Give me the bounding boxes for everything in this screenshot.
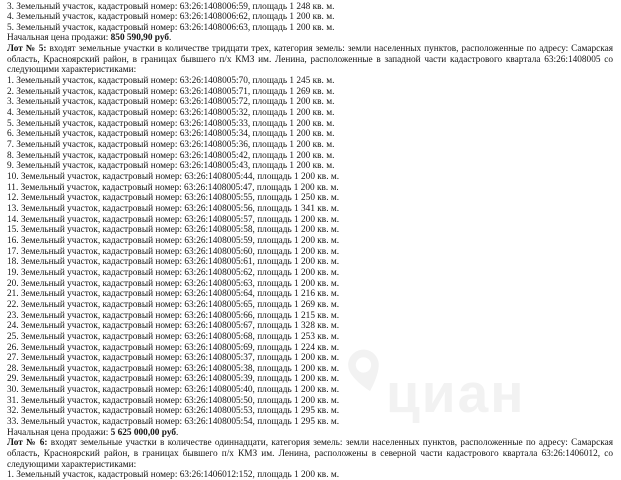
land-plot-item: 13. Земельный участок, кадастровый номер: 63:26:1408005:56, площадь 1 341 кв. м. [7, 203, 340, 214]
land-plot-item: 25. Земельный участок, кадастровый номер: 63:26:1408005:68, площадь 1 253 кв. м. [7, 331, 340, 342]
lot-description-paragraph [7, 44, 613, 76]
land-plot-item: 4. Земельный участок, кадастровый номер: 63:26:1408005:32, площадь 1 200 кв. м. [7, 108, 335, 119]
land-plot-item: 20. Земельный участок, кадастровый номер: 63:26:1408005:63, площадь 1 200 кв. м. [7, 278, 340, 289]
land-plot-item: 18. Земельный участок, кадастровый номер: 63:26:1408005:61, площадь 1 200 кв. м. [7, 257, 340, 268]
starting-price-label: Начальная цена продажи: [7, 427, 111, 438]
land-plot-item: 14. Земельный участок, кадастровый номер: 63:26:1408005:57, площадь 1 200 кв. м. [7, 214, 340, 225]
land-plot-item: 15. Земельный участок, кадастровый номер: 63:26:1408005:58, площадь 1 200 кв. м. [7, 225, 340, 236]
land-plot-item: 16. Земельный участок, кадастровый номер: 63:26:1408005:59, площадь 1 200 кв. м. [7, 235, 340, 246]
land-plot-item: 24. Земельный участок, кадастровый номер: 63:26:1408005:67, площадь 1 328 кв. м. [7, 321, 340, 332]
land-plot-item: 7. Земельный участок, кадастровый номер: 63:26:1408005:36, площадь 1 200 кв. м. [7, 140, 335, 151]
land-plot-item: 12. Земельный участок, кадастровый номер: 63:26:1408005:55, площадь 1 250 кв. м. [7, 193, 340, 204]
land-plot-item: 17. Земельный участок, кадастровый номер: 63:26:1408005:60, площадь 1 200 кв. м. [7, 246, 340, 257]
lot-number-label: Лот № 5: [7, 44, 47, 55]
land-plot-item: 9. Земельный участок, кадастровый номер: 63:26:1408005:43, площадь 1 200 кв. м. [7, 161, 335, 172]
starting-price-value: 850 590,90 руб [110, 33, 170, 44]
land-plot-item: 3. Земельный участок, кадастровый номер: 63:26:1408006:59, площадь 1 248 кв. м. [7, 1, 335, 12]
land-plot-item: 2. Земельный участок, кадастровый номер: 63:26:1408005:71, площадь 1 269 кв. м. [7, 86, 335, 97]
lot-description-text: входят земельные участки в количестве тридцати трех, категория земель: земли населенных пунктов, расположенные по адресу: Самарская область, Красноярский район, в границах бывшего п/х КМЗ им. Ленина, расположенные в западной части кадастрового квартала 63:26:1408005 со следующими характеристиками: [7, 44, 614, 76]
lot-description-text: входят земельные участки в количестве одиннадцати, категория земель: земли населенных пунктов, расположенные по адресу: Самарская область, Красноярский район, в границах бывшего п/х КМЗ им. Ленина, расположены в северной части кадастрового квартала 63:26:1406012, со следующими характеристиками: [7, 438, 613, 470]
land-plot-item: 21. Земельный участок, кадастровый номер: 63:26:1408005:64, площадь 1 216 кв. м. [7, 289, 340, 300]
land-plot-item: 6. Земельный участок, кадастровый номер: 63:26:1408005:34, площадь 1 200 кв. м. [7, 129, 335, 140]
land-plot-item: 8. Земельный участок, кадастровый номер: 63:26:1408005:42, площадь 1 200 кв. м. [7, 150, 335, 161]
starting-price-label: Начальная цена продажи: [7, 33, 111, 44]
land-plot-item: 22. Земельный участок, кадастровый номер: 63:26:1408005:65, площадь 1 269 кв. м. [7, 299, 340, 310]
land-plot-item: 32. Земельный участок, кадастровый номер: 63:26:1408005:53, площадь 1 295 кв. м. [7, 406, 340, 417]
starting-price-suffix: . [176, 427, 179, 438]
land-plot-item: 5. Земельный участок, кадастровый номер: 63:26:1408006:63, площадь 1 200 кв. м. [7, 22, 335, 33]
land-plot-item: 1. Земельный участок, кадастровый номер: 63:26:1408005:70, площадь 1 245 кв. м. [7, 76, 335, 87]
lot-description-paragraph [7, 438, 613, 470]
land-plot-item: 1. Земельный участок, кадастровый номер: 63:26:1406012:152, площадь 1 200 кв. м. [7, 470, 340, 480]
starting-price-value: 5 625 000,00 руб [110, 427, 176, 438]
land-plot-item: 31. Земельный участок, кадастровый номер: 63:26:1408005:50, площадь 1 200 кв. м. [7, 395, 340, 406]
land-plot-item: 23. Земельный участок, кадастровый номер: 63:26:1408005:66, площадь 1 215 кв. м. [7, 310, 340, 321]
land-plot-item: 5. Земельный участок, кадастровый номер: 63:26:1408005:33, площадь 1 200 кв. м. [7, 118, 335, 129]
land-plot-item: 26. Земельный участок, кадастровый номер: 63:26:1408005:69, площадь 1 224 кв. м. [7, 342, 340, 353]
land-plot-item: 29. Земельный участок, кадастровый номер: 63:26:1408005:39, площадь 1 200 кв. м. [7, 374, 340, 385]
land-plot-item: 3. Земельный участок, кадастровый номер: 63:26:1408005:72, площадь 1 200 кв. м. [7, 97, 335, 108]
land-plot-item: 19. Земельный участок, кадастровый номер: 63:26:1408005:62, площадь 1 200 кв. м. [7, 267, 340, 278]
land-plot-item: 11. Земельный участок, кадастровый номер: 63:26:1408005:47, площадь 1 200 кв. м. [7, 182, 339, 193]
land-plot-item: 4. Земельный участок, кадастровый номер: 63:26:1408006:62, площадь 1 200 кв. м. [7, 12, 335, 23]
starting-price-line [7, 428, 613, 439]
starting-price-line [7, 33, 613, 44]
starting-price-suffix: . [169, 33, 172, 44]
land-plot-item: 27. Земельный участок, кадастровый номер: 63:26:1408005:37, площадь 1 200 кв. м. [7, 353, 340, 364]
land-plot-item: 30. Земельный участок, кадастровый номер: 63:26:1408005:40, площадь 1 200 кв. м. [7, 385, 340, 396]
land-plot-item: 33. Земельный участок, кадастровый номер: 63:26:1408005:54, площадь 1 295 кв. м. [7, 417, 340, 428]
lot-number-label: Лот № 6: [7, 438, 48, 449]
land-plot-item: 28. Земельный участок, кадастровый номер: 63:26:1408005:38, площадь 1 200 кв. м. [7, 363, 340, 374]
cian-watermark-text: циан [386, 362, 526, 424]
land-plot-item: 10. Земельный участок, кадастровый номер: 63:26:1408005:44, площадь 1 200 кв. м. [7, 172, 340, 182]
